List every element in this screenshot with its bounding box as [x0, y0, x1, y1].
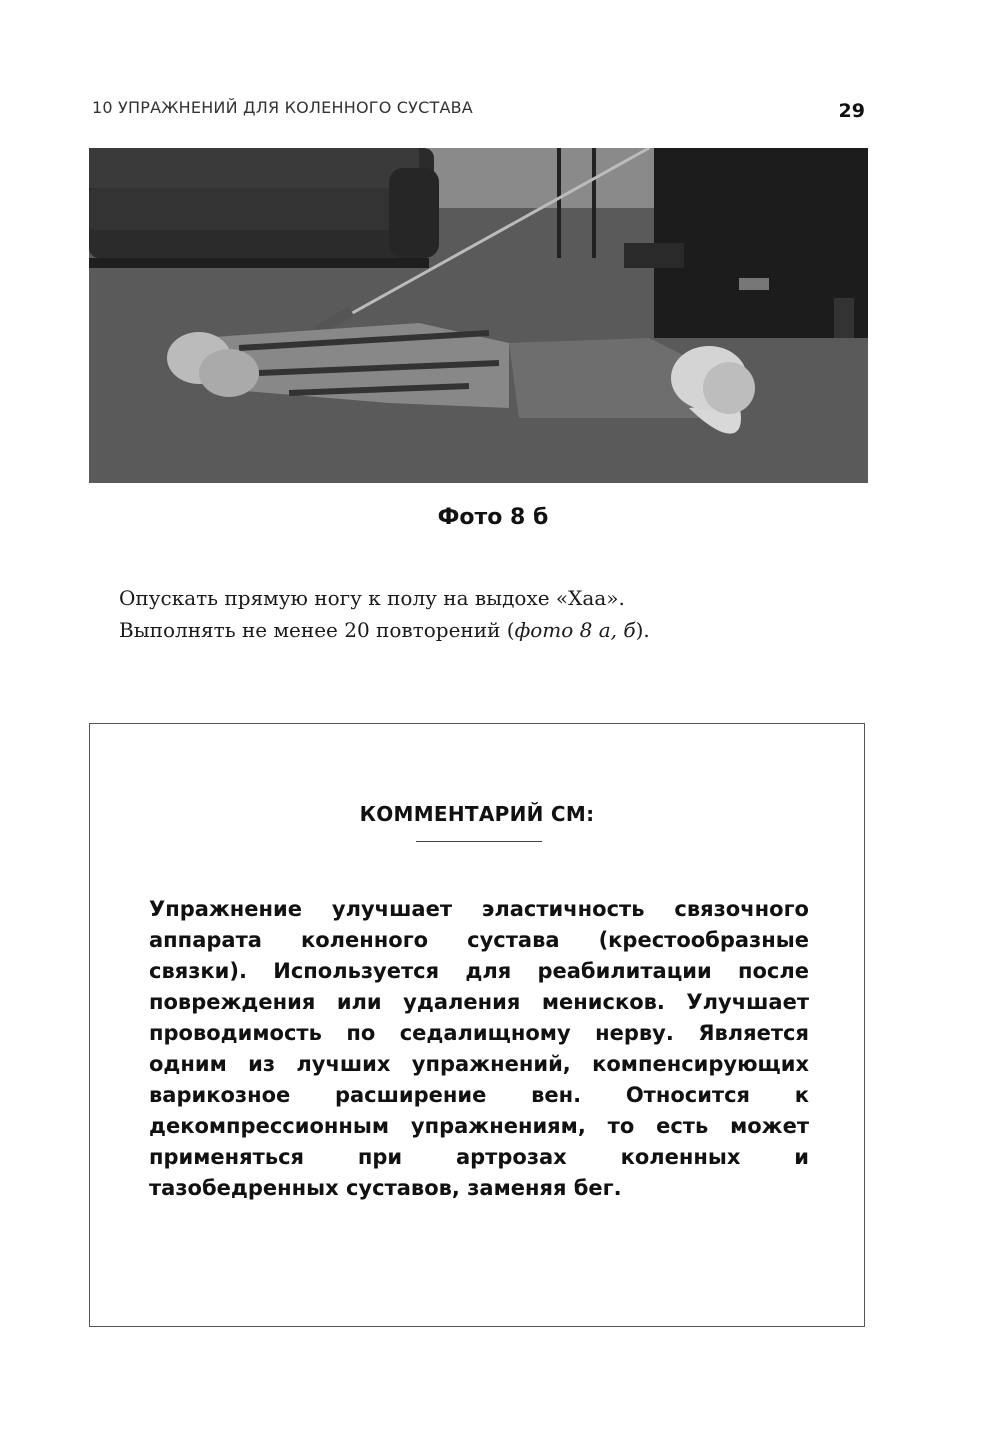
running-head: 10 УПРАЖНЕНИЙ ДЛЯ КОЛЕННОГО СУСТАВА: [92, 98, 473, 117]
instruction-text: [119, 582, 879, 646]
instruction-line-2-suffix: ).: [635, 618, 650, 642]
comment-divider: [416, 841, 542, 842]
comment-title: КОММЕНТАРИЙ СМ:: [359, 802, 595, 826]
comment-box: [89, 723, 865, 1327]
instruction-line-1: Опускать прямую ногу к полу на выдохе «Хаа».: [119, 586, 625, 610]
comment-text: Упражнение улучшает эластичность связочного аппарата коленного сустава (крестообразные связки). Используется для реабилитации после повреждения или удаления менисков. Улучшает проводимость по седалищному нерву. Является одним из лучших упражнений, компенсирующих варикозное расширение вен. Относится к декомпрессионным упражнениям, то есть может применяться при артрозах коленных и тазобедренных суставов, заменяя бег.: [149, 897, 809, 1200]
exercise-photo: [89, 148, 868, 483]
photo-caption: Фото 8 б: [437, 505, 549, 530]
page-number: 29: [838, 100, 865, 122]
instruction-line-2-prefix: Выполнять не менее 20 повторений (: [119, 618, 515, 642]
instruction-line-2: [119, 614, 879, 646]
photo-reference: фото 8 а, б: [514, 618, 636, 642]
